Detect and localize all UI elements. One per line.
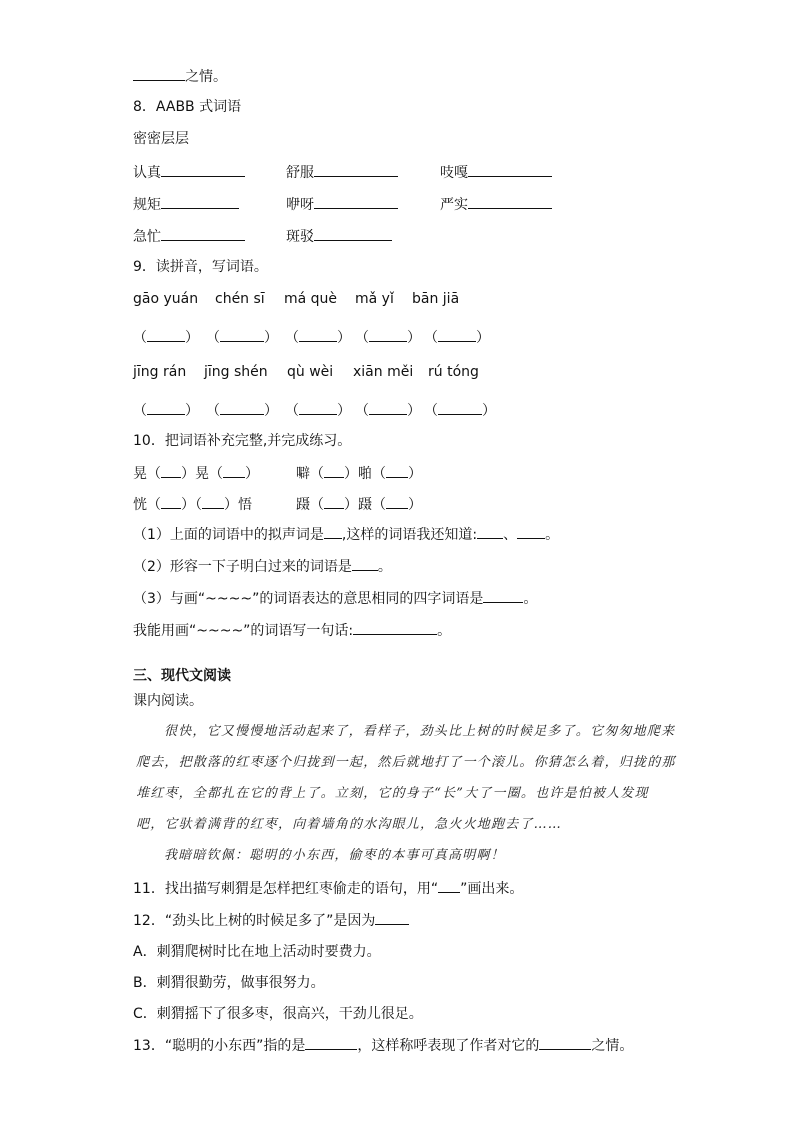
blank[interactable]: [161, 496, 181, 509]
q8-item: 急忙: [133, 226, 245, 246]
q8-item: 咿呀: [286, 194, 398, 214]
answer-bracket[interactable]: （ ）: [424, 403, 496, 419]
question-8-example: 密密层层: [133, 131, 189, 147]
blank[interactable]: [223, 465, 245, 478]
blank[interactable]: [133, 66, 185, 81]
pinyin-item: chén sī: [215, 291, 265, 307]
q8-item: 吱嘎: [440, 162, 552, 182]
q8-item: 规矩: [133, 194, 239, 214]
blank[interactable]: [202, 496, 224, 509]
blank[interactable]: [353, 622, 437, 635]
question-13: 13．“聪明的小东西”指的是 ，这样称呼表现了作者对它的 之情。: [133, 1038, 634, 1054]
q10-word: 恍（ ）（ ）悟: [133, 497, 252, 513]
q10-word: 晃（ ）晃（ ）: [133, 466, 259, 482]
answer-bracket[interactable]: （ ）: [285, 403, 351, 419]
blank[interactable]: [161, 194, 239, 209]
blank[interactable]: [305, 1037, 357, 1050]
blank[interactable]: [161, 162, 245, 177]
q8-item: 严实: [440, 194, 552, 214]
question-11: 11．找出描写刺猬是怎样把红枣偷走的语句，用“ ”画出来。: [133, 881, 524, 897]
pinyin-item: bān jiā: [412, 291, 460, 307]
answer-bracket[interactable]: （ ）: [206, 403, 278, 419]
answer-bracket[interactable]: （ ）: [355, 403, 421, 419]
blank[interactable]: [314, 226, 392, 241]
blank[interactable]: [375, 912, 409, 925]
question-8-title: 8．AABB 式词语: [133, 99, 242, 115]
blank[interactable]: [539, 1037, 591, 1050]
option-c[interactable]: C．刺猬摇下了很多枣，很高兴，干劲儿很足。: [133, 1006, 423, 1022]
answer-bracket[interactable]: （ ）: [355, 330, 421, 346]
pinyin-item: mǎ yǐ: [355, 291, 394, 307]
pinyin-item: xiān měi: [353, 364, 414, 380]
blank[interactable]: [483, 590, 523, 603]
pinyin-item: qù wèi: [287, 364, 334, 380]
pinyin-item: má què: [284, 291, 338, 307]
blank[interactable]: [161, 226, 245, 241]
passage-paragraph: 我暗暗钦佩：聪明的小东西，偷枣的本事可真高明啊！: [164, 848, 505, 863]
q8-item: 舒服: [286, 162, 398, 182]
pinyin-item: jīng shén: [204, 364, 268, 380]
pinyin-item: rú tóng: [428, 364, 479, 380]
question-12: 12．“劲头比上树的时候足多了”是因为: [133, 912, 409, 930]
blank[interactable]: [161, 465, 181, 478]
blank[interactable]: [386, 496, 408, 509]
pinyin-item: gāo yuán: [133, 291, 199, 307]
blank[interactable]: [517, 526, 545, 539]
q8-item: 斑驳: [286, 226, 392, 246]
section-heading: 三、现代文阅读: [133, 668, 231, 684]
blank[interactable]: [314, 162, 398, 177]
q10-word: 蹑（ ）蹑（ ）: [296, 497, 422, 513]
q8-item: 认真: [133, 162, 245, 182]
answer-bracket[interactable]: （ ）: [206, 330, 278, 346]
q10-word: 噼（ ）啪（ ）: [296, 466, 422, 482]
blank[interactable]: [386, 465, 408, 478]
blank[interactable]: [324, 496, 344, 509]
option-b[interactable]: B．刺猬很勤劳，做事很努力。: [133, 975, 325, 991]
q10-sub-3: （3）与画“~~~~”的词语表达的意思相同的四字词语是 。: [133, 591, 538, 607]
blank[interactable]: [314, 194, 398, 209]
q10-sub-1: （1）上面的词语中的拟声词是 ,这样的词语我还知道: 、 。: [133, 527, 560, 543]
blank[interactable]: [324, 465, 344, 478]
blank[interactable]: [468, 162, 552, 177]
blank[interactable]: [477, 526, 503, 539]
reading-passage: [136, 716, 676, 871]
section-subheading: 课内阅读。: [133, 693, 203, 709]
blank[interactable]: [468, 194, 552, 209]
answer-bracket[interactable]: （ ）: [285, 330, 351, 346]
blank[interactable]: [352, 558, 378, 571]
q10-sub-4: 我能用画“~~~~”的词语写一句话: 。: [133, 623, 452, 639]
answer-line-top: 之情。: [133, 66, 227, 86]
passage-paragraph: 很快，它又慢慢地活动起来了，看样子，劲头比上树的时候足多了。它匆匆地爬来爬去，把散落的红枣逐个归拢到一起，然后就地打了一个滚儿。你猜怎么着，归拢的那堆红枣，全都扎在它的背上了。立刻，它的身子“长”大了一圈。也许是怕被人发现吧，它驮着满背的红枣，向着墙角的水沟眼儿，急火火地跑去了……: [136, 724, 676, 832]
underline-sample: [438, 880, 460, 893]
q10-sub-2: （2）形容一下子明白过来的词语是 。: [133, 559, 392, 575]
blank[interactable]: [324, 526, 342, 539]
answer-bracket[interactable]: （ ）: [424, 330, 490, 346]
question-10-title: 10．把词语补充完整,并完成练习。: [133, 433, 352, 449]
answer-bracket[interactable]: （ ）: [133, 330, 199, 346]
answer-bracket[interactable]: （ ）: [133, 403, 199, 419]
pinyin-item: jīng rán: [133, 364, 187, 380]
option-a[interactable]: A．刺猬爬树时比在地上活动时要费力。: [133, 944, 381, 960]
question-9-title: 9．读拼音，写词语。: [133, 259, 268, 275]
